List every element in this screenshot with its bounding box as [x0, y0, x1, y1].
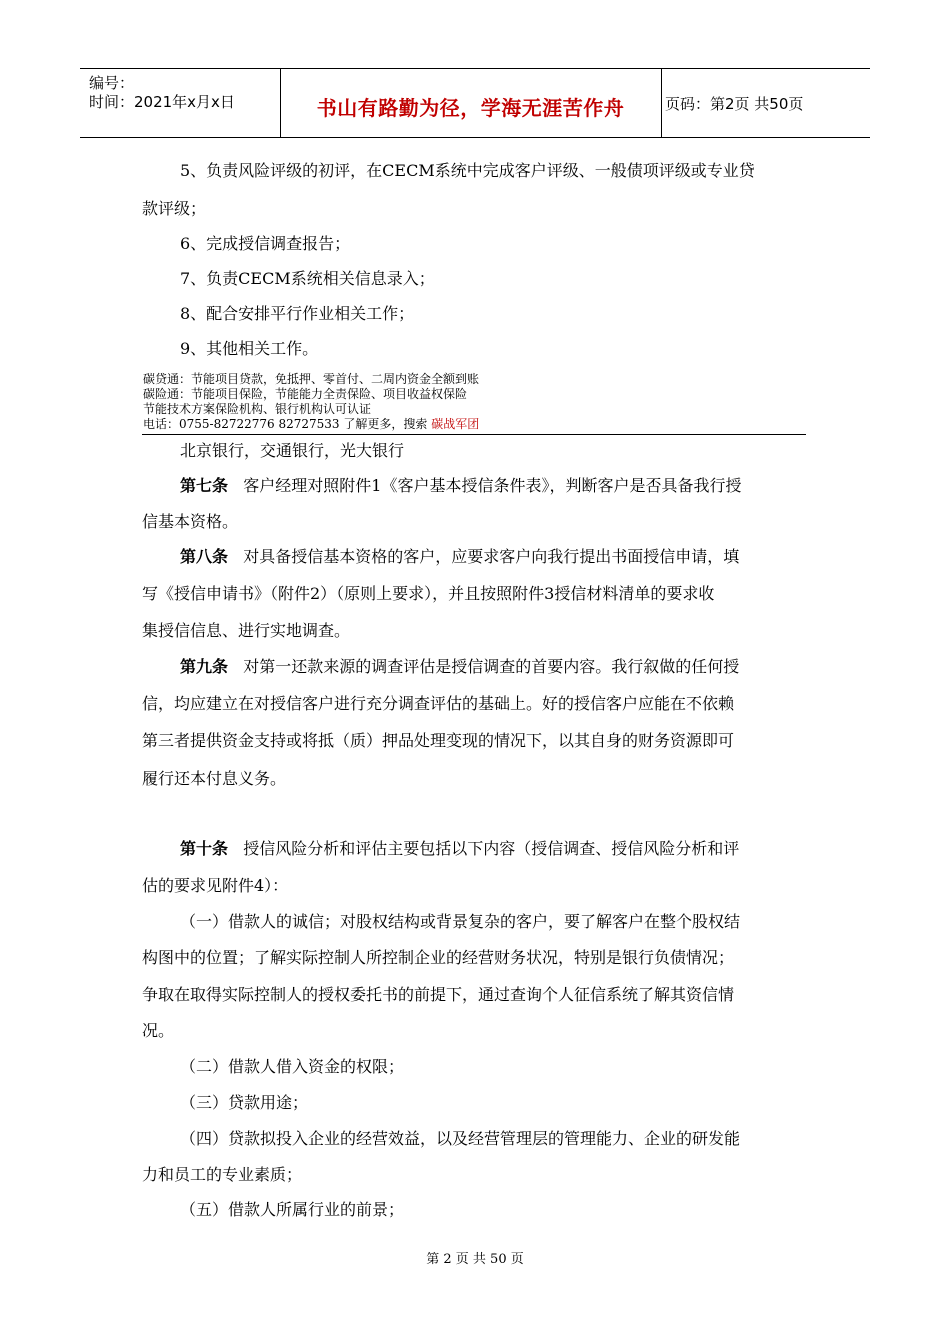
document-number-label: 编号： [89, 74, 135, 92]
item-7: 7、负责CECM系统相关信息录入； [180, 269, 435, 288]
article-8-line-3: 集授信信息、进行实地调查。 [142, 621, 351, 640]
article-10-title: 第十条 [180, 839, 229, 858]
article-7-title: 第七条 [180, 476, 229, 495]
article-8-title: 第八条 [180, 547, 229, 566]
item-9: 9、其他相关工作。 [180, 339, 319, 358]
header-page-info: 页码：第2页 共50页 [665, 95, 804, 113]
ad-contact-text: 电话：0755-82722776 82727533 了解更多，搜索 [143, 417, 432, 431]
ad-line-3: 节能技术方案保险机构、银行机构认可认证 [143, 402, 372, 416]
article-8-line-1 [180, 547, 739, 567]
header-meta-cell [80, 69, 281, 137]
sub-item-1-line-4: 况。 [142, 1021, 175, 1040]
item-5-line-1: 5、负责风险评级的初评，在CECM系统中完成客户评级、一般债项评级或专业贷 [180, 161, 755, 180]
header-page-cell [661, 69, 870, 137]
sub-item-5: （五）借款人所属行业的前景； [180, 1200, 405, 1219]
sub-item-4-line-2: 力和员工的专业素质； [142, 1165, 303, 1184]
item-5-line-2: 款评级； [142, 199, 207, 218]
sub-item-1-line-2: 构图中的位置；了解实际控制人所控制企业的经营财务状况，特别是银行负债情况； [142, 948, 735, 967]
header-motto: 书山有路勤为径，学海无涯苦作舟 [316, 96, 625, 120]
sub-item-4-line-1: （四）贷款拟投入企业的经营效益，以及经营管理层的管理能力、企业的研发能 [180, 1129, 741, 1148]
banks-line: 北京银行，交通银行，光大银行 [180, 441, 405, 460]
header-motto-cell [280, 69, 662, 137]
article-9-text: 对第一还款来源的调查评估是授信调查的首要内容。我行叙做的任何授 [243, 657, 740, 676]
ad-line-4 [143, 417, 479, 432]
article-8-line-2: 写《授信申请书》（附件2）（原则上要求），并且按照附件3授信材料清单的要求收 [142, 584, 715, 603]
article-9-line-2: 信，均应建立在对授信客户进行充分调查评估的基础上。好的授信客户应能在不依赖 [142, 694, 735, 713]
item-8: 8、配合安排平行作业相关工作； [180, 304, 415, 323]
item-6: 6、完成授信调查报告； [180, 234, 351, 253]
article-9-line-4: 履行还本付息义务。 [142, 769, 287, 788]
sub-item-2: （二）借款人借入资金的权限； [180, 1057, 405, 1076]
ad-line-2: 碳险通：节能项目保险，节能能力全责保险、项目收益权保险 [143, 387, 468, 401]
page-header [80, 68, 870, 138]
document-time-label: 时间：2021年x月x日 [89, 93, 235, 111]
ad-search-keyword[interactable]: 碳战军团 [431, 417, 480, 431]
article-10-text: 授信风险分析和评估主要包括以下内容（授信调查、授信风险分析和评 [243, 839, 740, 858]
article-10-line-1 [180, 839, 739, 859]
article-10-line-2: 估的要求见附件4）： [142, 876, 289, 895]
article-7-line-1 [180, 476, 741, 496]
article-7-line-2: 信基本资格。 [142, 512, 239, 531]
article-9-line-1 [180, 657, 739, 677]
sub-item-1-line-3: 争取在取得实际控制人的授权委托书的前提下，通过查询个人征信系统了解其资信情 [142, 985, 735, 1004]
sub-item-3: （三）贷款用途； [180, 1093, 309, 1112]
article-8-text: 对具备授信基本资格的客户，应要求客户向我行提出书面授信申请，填 [243, 547, 740, 566]
sub-item-1-line-1: （一）借款人的诚信；对股权结构或背景复杂的客户，要了解客户在整个股权结 [180, 912, 741, 931]
ad-line-1: 碳贷通：节能项目贷款，免抵押、零首付、二周内资金全额到账 [143, 372, 480, 386]
page-footer: 第 2 页 共 50 页 [426, 1252, 524, 1267]
article-7-text: 客户经理对照附件1《客户基本授信条件表》，判断客户是否具备我行授 [243, 476, 742, 495]
ad-divider [142, 434, 806, 435]
article-9-title: 第九条 [180, 657, 229, 676]
article-9-line-3: 第三者提供资金支持或将抵（质）押品处理变现的情况下，以其自身的财务资源即可 [142, 731, 735, 750]
